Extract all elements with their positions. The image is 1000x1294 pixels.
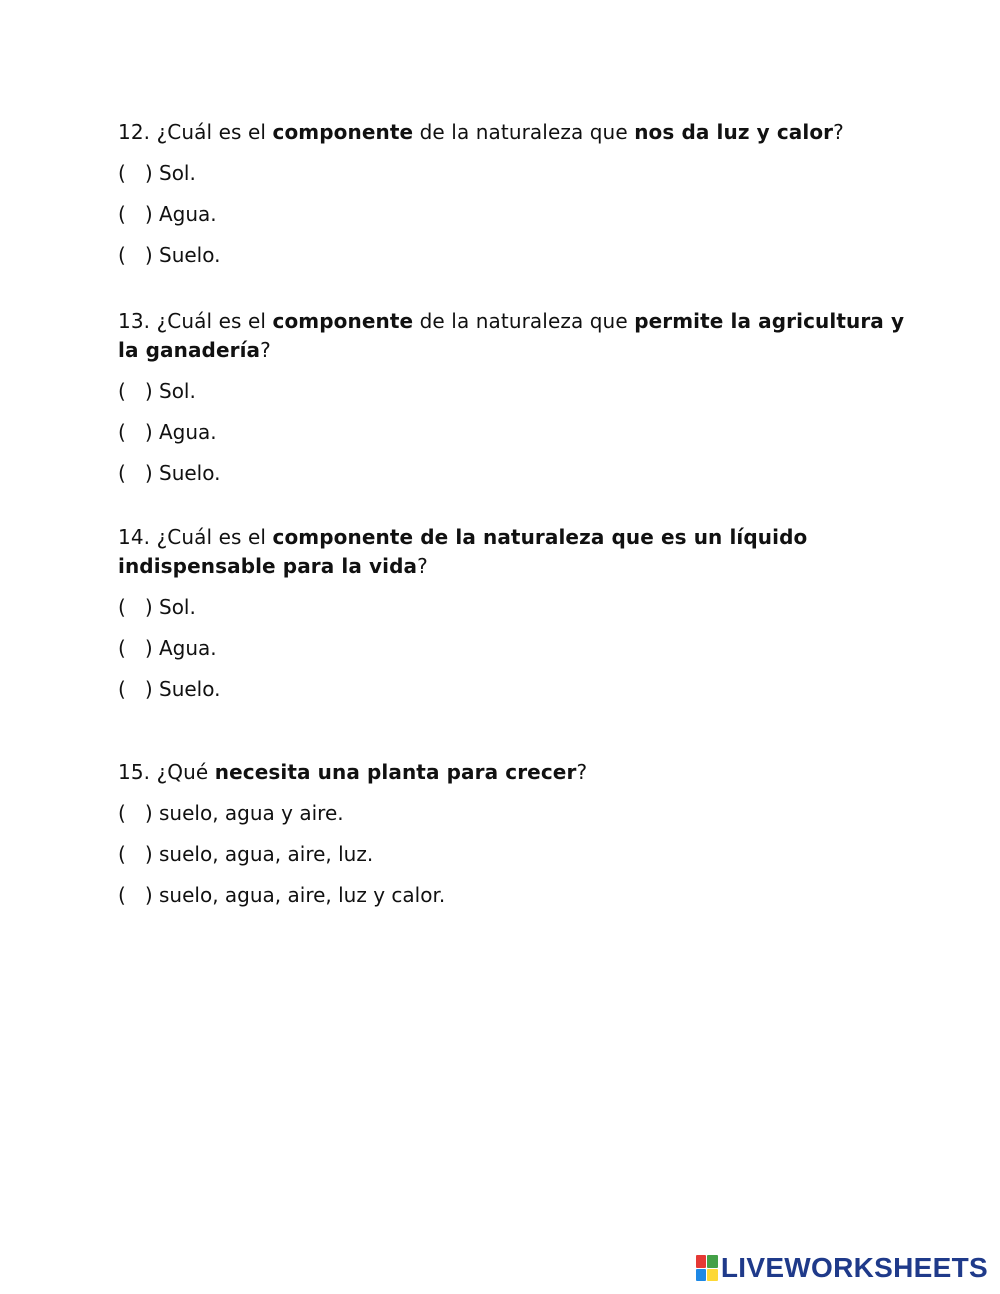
answer-option[interactable]	[118, 200, 918, 229]
answer-checkbox[interactable]: ( )	[118, 842, 153, 866]
answer-option-label: Agua.	[159, 420, 217, 444]
liveworksheets-brand	[696, 1252, 988, 1284]
question-fragment: ?	[417, 554, 428, 578]
question-13	[118, 307, 918, 500]
question-keyword: componente	[272, 120, 414, 144]
question-fragment: ?	[576, 760, 588, 784]
answer-option-label: Agua.	[159, 202, 217, 226]
question-text	[118, 118, 918, 147]
question-12	[118, 118, 918, 282]
answer-option[interactable]	[118, 593, 918, 622]
answer-option[interactable]	[118, 675, 918, 704]
answer-option[interactable]	[118, 459, 918, 488]
answer-option-label: Suelo.	[159, 461, 221, 485]
answer-option[interactable]	[118, 418, 918, 447]
answer-checkbox[interactable]: ( )	[118, 420, 153, 444]
answer-option[interactable]	[118, 159, 918, 188]
answer-option-label: suelo, agua, aire, luz.	[159, 842, 374, 866]
logo-tile	[696, 1255, 707, 1268]
question-15	[118, 758, 918, 922]
answer-option-label: Suelo.	[159, 677, 221, 701]
logo-tile	[707, 1255, 718, 1268]
answer-option-label: Agua.	[159, 636, 217, 660]
question-fragment: de la naturaleza que	[413, 120, 635, 144]
answer-option[interactable]	[118, 799, 918, 828]
question-keyword: necesita una planta para crecer	[214, 760, 577, 784]
question-keyword: permite la agricultura y la ganadería	[118, 309, 905, 362]
answer-option-label: suelo, agua, aire, luz y calor.	[159, 883, 446, 907]
answer-option-label: Sol.	[159, 161, 196, 185]
answer-option[interactable]	[118, 881, 918, 910]
answer-checkbox[interactable]: ( )	[118, 595, 153, 619]
answer-option[interactable]	[118, 241, 918, 270]
question-fragment: 14. ¿Cuál es el	[118, 525, 273, 549]
answer-option[interactable]	[118, 377, 918, 406]
question-keyword: nos da luz y calor	[634, 120, 834, 144]
answer-option-label: Sol.	[159, 379, 196, 403]
question-text	[118, 758, 918, 787]
logo-tile	[707, 1269, 718, 1282]
question-text	[118, 523, 918, 581]
answer-option-label: Sol.	[159, 595, 196, 619]
question-fragment: ?	[260, 338, 271, 362]
brand-name: LIVEWORKSHEETS	[720, 1252, 988, 1283]
question-fragment: ?	[833, 120, 844, 144]
option-list	[118, 593, 918, 704]
answer-checkbox[interactable]: ( )	[118, 677, 153, 701]
answer-checkbox[interactable]: ( )	[118, 161, 153, 185]
option-list	[118, 377, 918, 488]
question-keyword: componente de la naturaleza que es un líquido indispensable para la vida	[118, 525, 808, 578]
answer-option[interactable]	[118, 634, 918, 663]
question-fragment: de la naturaleza que	[413, 309, 635, 333]
option-list	[118, 159, 918, 270]
answer-checkbox[interactable]: ( )	[118, 801, 153, 825]
answer-option[interactable]	[118, 840, 918, 869]
answer-checkbox[interactable]: ( )	[118, 243, 153, 267]
question-fragment: 12. ¿Cuál es el	[118, 120, 273, 144]
answer-checkbox[interactable]: ( )	[118, 461, 153, 485]
answer-option-label: suelo, agua y aire.	[159, 801, 344, 825]
answer-checkbox[interactable]: ( )	[118, 636, 153, 660]
logo-tile	[696, 1269, 707, 1282]
question-fragment: 13. ¿Cuál es el	[118, 309, 273, 333]
answer-checkbox[interactable]: ( )	[118, 883, 153, 907]
answer-option-label: Suelo.	[159, 243, 221, 267]
question-14	[118, 523, 918, 716]
liveworksheets-logo-icon	[696, 1255, 718, 1281]
question-text	[118, 307, 918, 365]
answer-checkbox[interactable]: ( )	[118, 379, 153, 403]
question-keyword: componente	[272, 309, 414, 333]
question-fragment: 15. ¿Qué	[118, 760, 215, 784]
option-list	[118, 799, 918, 910]
answer-checkbox[interactable]: ( )	[118, 202, 153, 226]
